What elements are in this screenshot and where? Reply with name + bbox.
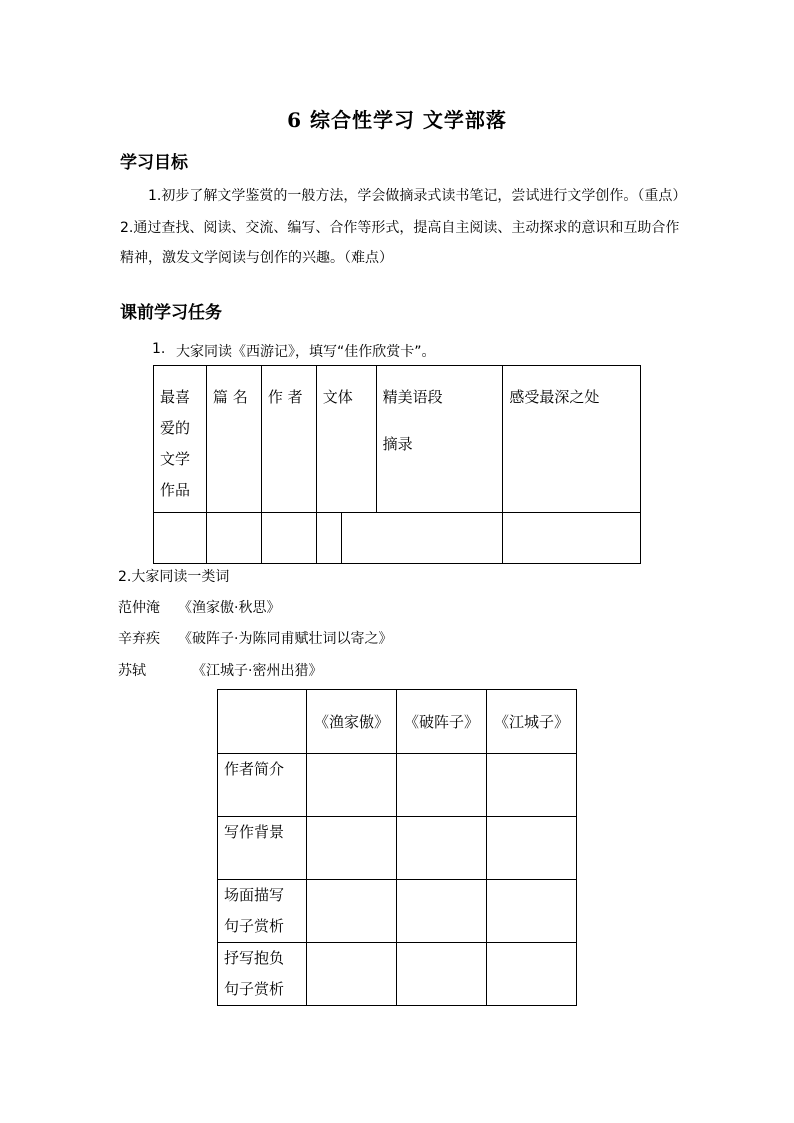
poem-author: 苏轼 <box>118 663 146 679</box>
answer-cell[interactable] <box>261 513 316 564</box>
row-header <box>218 817 307 880</box>
column-header: 《破阵子》 <box>397 690 487 754</box>
poem-comparison-table <box>217 689 577 1006</box>
answer-cell[interactable] <box>206 513 261 564</box>
header-feeling <box>503 366 641 513</box>
answer-cell[interactable] <box>487 880 577 943</box>
poem-work: 《江城子·密州出猎》 <box>192 663 323 679</box>
corner-cell <box>218 690 307 754</box>
goal-item-1: 1.初步了解文学鉴赏的一般方法，学会做摘录式读书笔记，尝试进行文学创作。（重点） <box>148 188 687 204</box>
comparison-header-row <box>218 690 577 754</box>
goal-item-2-line2: 精神，激发文学阅读与创作的兴趣。（难点） <box>120 250 393 266</box>
answer-cell[interactable] <box>307 880 397 943</box>
card-header-row <box>154 366 641 513</box>
poem-author: 辛弃疾 <box>118 631 160 647</box>
header-author-label: 作 者 <box>267 388 303 406</box>
answer-cell[interactable] <box>307 817 397 880</box>
answer-cell[interactable] <box>487 943 577 1006</box>
goals-heading: 学习目标 <box>120 153 188 173</box>
answer-cell[interactable] <box>397 943 487 1006</box>
comparison-row <box>218 943 577 1006</box>
tasks-heading: 课前学习任务 <box>120 303 222 323</box>
answer-cell[interactable] <box>316 513 341 564</box>
header-favorite-work <box>154 366 207 513</box>
header-excerpt-line: 精美语段 <box>382 388 443 406</box>
appreciation-card-table <box>153 365 641 564</box>
goal-item-2-line1: 2.通过查找、阅读、交流、编写、合作等形式，提高自主阅读、主动探求的意识和互助合作 <box>120 220 680 236</box>
page-title: 6 综合性学习 文学部落 <box>287 108 507 132</box>
column-header: 《江城子》 <box>487 690 577 754</box>
header-excerpt <box>376 366 503 513</box>
row-header <box>218 754 307 817</box>
comparison-row <box>218 880 577 943</box>
poem-work: 《渔家傲·秋思》 <box>178 600 281 616</box>
task2-text: 2.大家同读一类词 <box>118 569 230 585</box>
row-label: 作者简介 <box>224 760 285 778</box>
header-favorite-line: 作品 <box>160 481 191 499</box>
answer-cell[interactable] <box>487 817 577 880</box>
answer-cell[interactable] <box>154 513 207 564</box>
answer-cell[interactable] <box>397 817 487 880</box>
header-author <box>261 366 316 513</box>
answer-cell[interactable] <box>397 880 487 943</box>
row-label: 句子赏析 <box>224 917 285 935</box>
task1-text: 大家同读《西游记》，填写“佳作欣赏卡”。 <box>176 344 436 360</box>
answer-cell[interactable] <box>397 754 487 817</box>
header-favorite-line: 最喜 <box>160 388 191 406</box>
answer-cell[interactable] <box>487 754 577 817</box>
card-answer-row <box>154 513 641 564</box>
column-header: 《渔家傲》 <box>307 690 397 754</box>
answer-cell[interactable] <box>307 943 397 1006</box>
row-label: 抒写抱负 <box>224 949 285 967</box>
poem-author: 范仲淹 <box>118 600 160 616</box>
header-feeling-label: 感受最深之处 <box>509 388 600 406</box>
header-favorite-line: 文学 <box>160 450 191 468</box>
row-label: 场面描写 <box>224 886 285 904</box>
header-title <box>206 366 261 513</box>
answer-cell[interactable] <box>503 513 641 564</box>
comparison-row <box>218 754 577 817</box>
answer-cell[interactable] <box>307 754 397 817</box>
comparison-row <box>218 817 577 880</box>
poem-work: 《破阵子·为陈同甫赋壮词以寄之》 <box>178 631 393 647</box>
header-title-label: 篇 名 <box>212 388 248 406</box>
header-genre <box>316 366 376 513</box>
header-excerpt-line: 摘录 <box>382 435 413 453</box>
task1-number: 1. <box>152 341 166 357</box>
row-label: 句子赏析 <box>224 980 285 998</box>
row-header <box>218 880 307 943</box>
header-favorite-line: 爱的 <box>160 419 191 437</box>
row-header <box>218 943 307 1006</box>
row-label: 写作背景 <box>224 823 285 841</box>
answer-cell[interactable] <box>341 513 503 564</box>
header-genre-label: 文体 <box>322 388 353 406</box>
